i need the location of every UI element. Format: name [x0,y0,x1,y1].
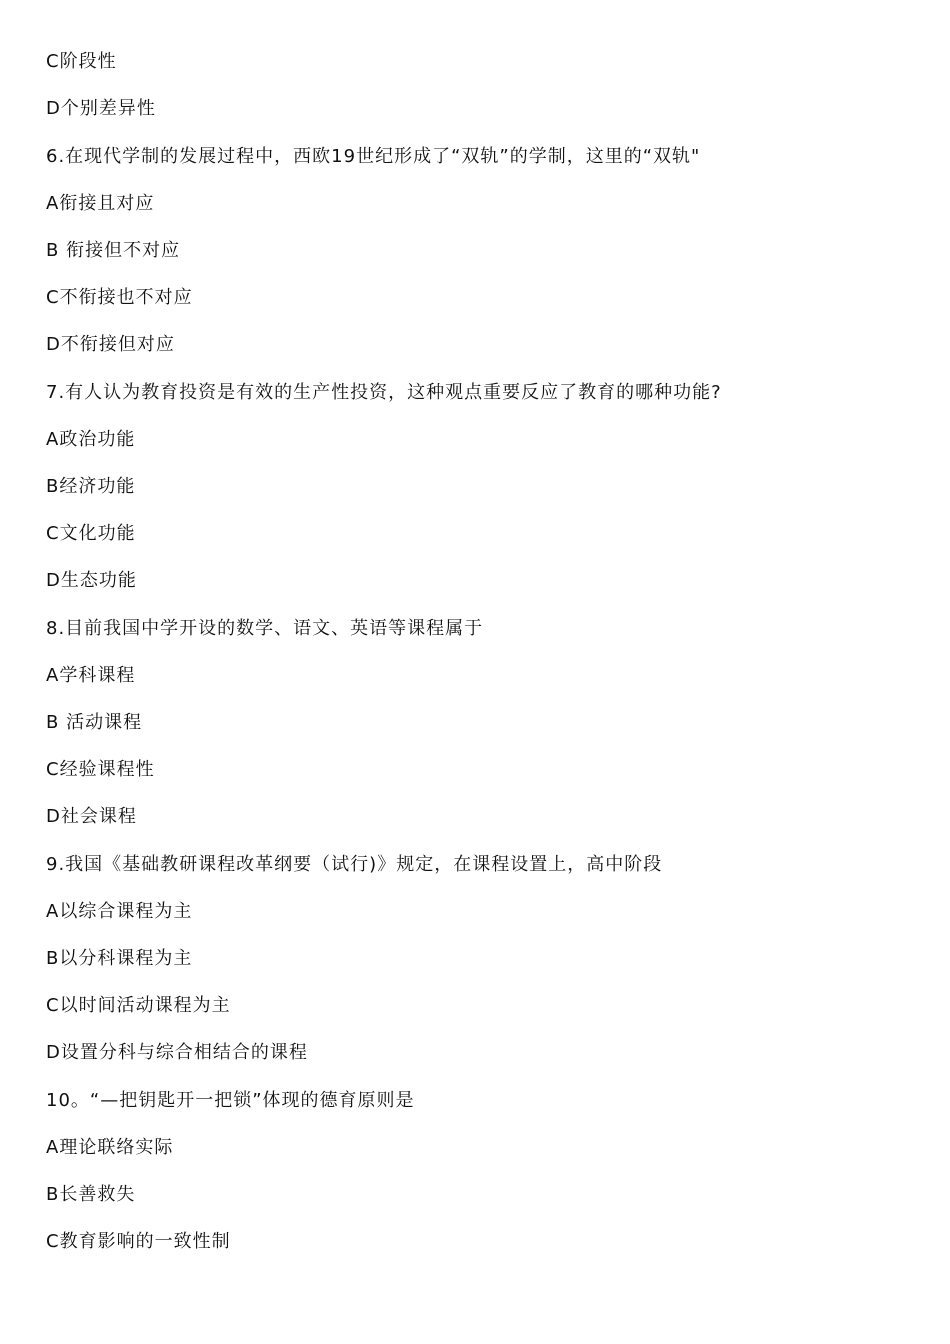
option-c-q7: C文化功能 [46,523,136,544]
option-a-q6: A衔接且对应 [46,193,155,214]
option-a-q7: A政治功能 [46,429,136,450]
question-7: 7.有人认为教育投资是有效的生产性投资，这种观点重要反应了教育的哪种功能? [46,382,722,403]
option-d-q6: D不衔接但对应 [46,334,175,355]
option-c-q5: C阶段性 [46,51,117,72]
option-c-q6: C不衔接也不对应 [46,287,193,308]
option-c-q8: C经验课程性 [46,759,155,780]
option-a-q10: A理论联络实际 [46,1137,174,1158]
question-8: 8.目前我国中学开设的数学、语文、英语等课程属于 [46,618,484,639]
option-d-q9: D设置分科与综合相结合的课程 [46,1042,308,1063]
option-c-q9: C以时间活动课程为主 [46,995,231,1016]
option-a-q8: A学科课程 [46,665,136,686]
option-a-q9: A以综合课程为主 [46,901,193,922]
question-10: 10。“—把钥匙开一把锁”体现的德育原则是 [46,1090,415,1111]
option-d-q8: D社会课程 [46,806,137,827]
option-b-q6: B 衔接但不对应 [46,240,181,261]
option-d-q7: D生态功能 [46,570,137,591]
option-b-q9: B以分科课程为主 [46,948,193,969]
option-d-q5: D个别差异性 [46,98,156,119]
option-c-q10: C教育影响的一致性制 [46,1231,231,1252]
option-b-q10: B长善救失 [46,1184,136,1205]
option-b-q8: B 活动课程 [46,712,143,733]
question-6: 6.在现代学制的发展过程中，西欧19世纪形成了“双轨”的学制，这里的“双轨" [46,146,701,167]
question-9: 9.我国《基础教研课程改革纲要（试行)》规定，在课程设置上，高中阶段 [46,854,663,875]
option-b-q7: B经济功能 [46,476,136,497]
